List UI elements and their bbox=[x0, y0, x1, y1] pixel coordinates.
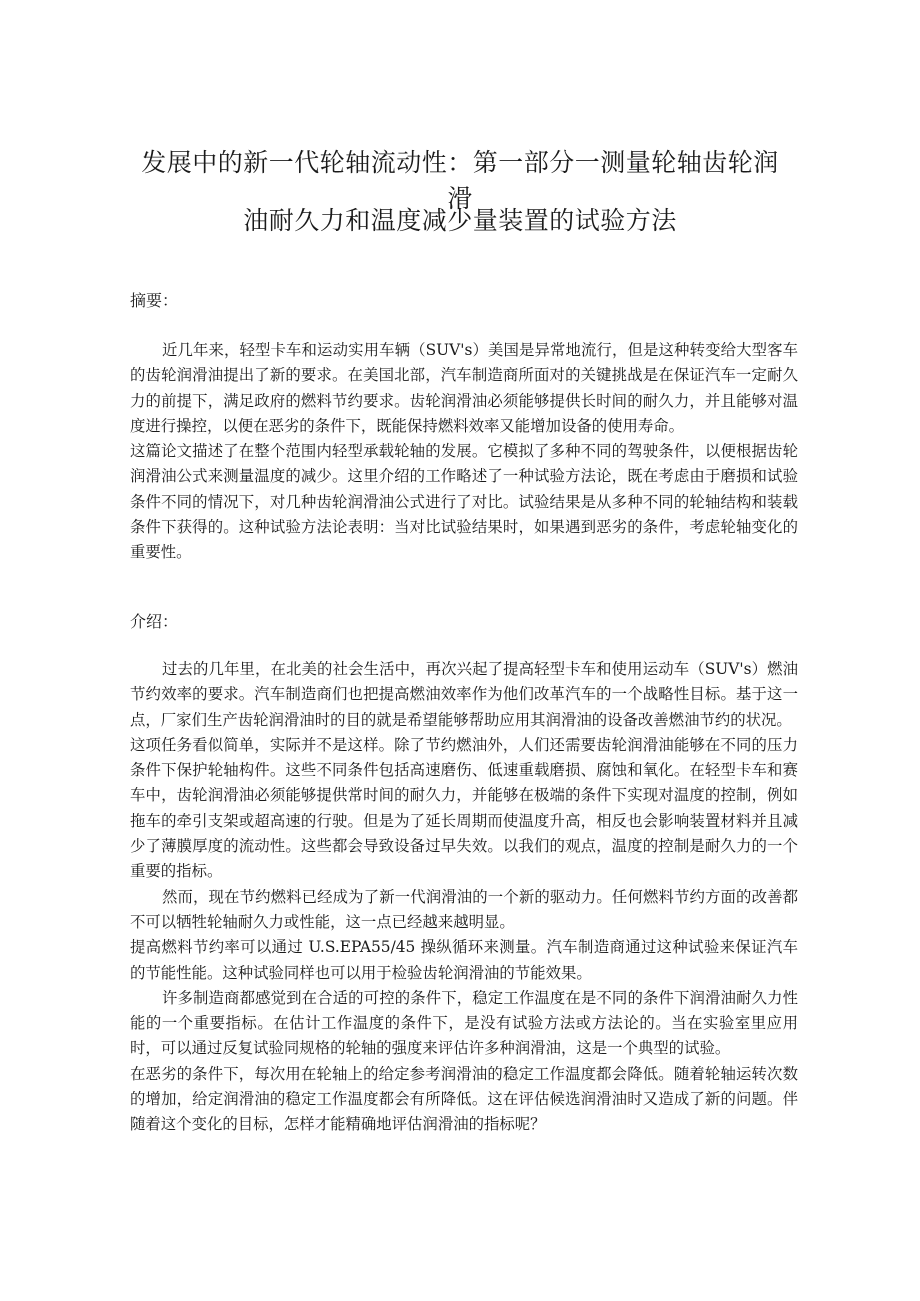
intro-paragraph: 提高燃料节约率可以通过 U.S.EPA55/45 操纵循环来测量。汽车制造商通过这种试验来保证汽车的节能性能。这种试验同样也可以用于检验齿轮润滑油的节能效果。 bbox=[130, 938, 798, 982]
intro-paragraph: 这项任务看似简单，实际并不是这样。除了节约燃油外，人们还需要齿轮润滑油能够在不同的压力条件下保护轮轴构件。这些不同条件包括高速磨伤、低速重载磨损、腐蚀和氧化。在轻型卡车和赛车中，齿轮润滑油必须能够提供常时间的耐久力，并能够在极端的条件下实现对温度的控制，例如拖车的牵引支架或超高速的行驶。但是为了延长周期而使温度升高，相反也会影响装置材料并且减少了薄膜厚度的流动性。这些都会导致设备过早失效。以我们的观点，温度的控制是耐久力的一个重要的指标。 bbox=[130, 735, 798, 881]
abstract-paragraph: 近几年来，轻型卡车和运动实用车辆（SUV's）美国是异常地流行，但是这种转变给大型客车的齿轮润滑油提出了新的要求。在美国北部，汽车制造商所面对的关键挑战是在保证汽车一定耐久力的前提下，满足政府的燃料节约要求。齿轮润滑油必须能够提供长时间的耐久力，并且能够对温度进行操控，以便在恶劣的条件下，既能保持燃料效率又能增加设备的使用寿命。 bbox=[130, 341, 798, 435]
document-title-line-1: 发展中的新一代轮轴流动性：第一部分一测量轮轴齿轮润滑 bbox=[141, 148, 779, 213]
intro-heading: 介绍： bbox=[130, 612, 179, 631]
intro-paragraph: 在恶劣的条件下，每次用在轮轴上的给定参考润滑油的稳定工作温度都会降低。随着轮轴运转次数的增加，给定润滑油的稳定工作温度都会有所降低。这在评估候选润滑油时又造成了新的问题。伴随着这个变化的目标，怎样才能精确地评估润滑油的指标呢？ bbox=[130, 1064, 798, 1134]
abstract-paragraph: 这篇论文描述了在整个范围内轻型承载轮轴的发展。它模拟了多种不同的驾驶条件，以便根据齿轮润滑油公式来测量温度的减少。这里介绍的工作略述了一种试验方法论，既在考虑由于磨损和试验条件不同的情况下，对几种齿轮润滑油公式进行了对比。试验结果是从多种不同的轮轴结构和装载条件下获得的。这种试验方法论表明：当对比试验结果时，如果遇到恶劣的条件，考虑轮轴变化的重要性。 bbox=[130, 442, 798, 562]
intro-body bbox=[130, 657, 798, 1138]
intro-paragraph: 过去的几年里，在北美的社会生活中，再次兴起了提高轻型卡车和使用运动车（SUV's）燃油节约效率的要求。汽车制造商们也把提高燃油效率作为他们改革汽车的一个战略性目标。基于这一点，厂家们生产齿轮润滑油时的目的就是希望能够帮助应用其润滑油的设备改善燃油节约的状况。 bbox=[130, 660, 798, 729]
intro-paragraph: 然而，现在节约燃料已经成为了新一代润滑油的一个新的驱动力。任何燃料节约方面的改善都不可以牺牲轮轴耐久力或性能，这一点已经越来越明显。 bbox=[130, 887, 798, 931]
abstract-body bbox=[130, 338, 798, 566]
abstract-heading: 摘要： bbox=[130, 291, 179, 310]
intro-paragraph: 许多制造商都感觉到在合适的可控的条件下，稳定工作温度在是不同的条件下润滑油耐久力性能的一个重要指标。在估计工作温度的条件下，是没有试验方法或方法论的。当在实验室里应用时，可以通过反复试验同规格的轮轴的强度来评估许多种润滑油，这是一个典型的试验。 bbox=[130, 988, 798, 1058]
document-title-line-2: 油耐久力和温度减少量装置的试验方法 bbox=[243, 206, 677, 235]
